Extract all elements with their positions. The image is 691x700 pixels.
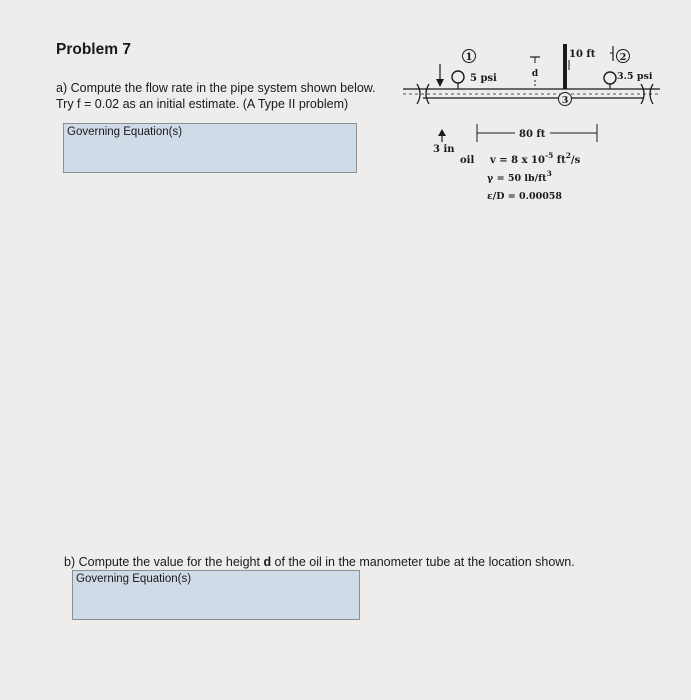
diameter-label: 3 in — [433, 144, 455, 155]
relative-roughness-label: ε/D = 0.00058 — [487, 191, 563, 202]
problem-title: Problem 7 — [56, 41, 131, 58]
viscosity-label: v = 8 x $10^{-5}$ $ft^2/s$ — [490, 151, 581, 166]
part-b-variable: d — [263, 555, 272, 569]
diameter-arrow — [438, 129, 446, 142]
part-a-line-1: a) Compute the flow rate in the pipe system shown below. — [56, 81, 376, 95]
length-right-label: 10 ft — [569, 49, 596, 60]
part-a-statement — [56, 80, 376, 112]
fluid-label: oil — [460, 155, 475, 166]
point-2-label: 2 — [619, 52, 627, 63]
gauge-1-pressure: 5 psi — [470, 73, 497, 84]
part-b-box-label: Governing Equation(s) — [76, 573, 192, 585]
part-b-suffix: of the oil in the manometer tube at the location shown. — [271, 555, 575, 569]
gauge-2-pressure: 3.5 psi — [617, 71, 653, 82]
pipe — [403, 84, 660, 104]
part-a-line-2: Try f = 0.02 as an initial estimate. (A Type II problem) — [56, 97, 349, 111]
pipe-length-label: 80 ft — [519, 129, 546, 140]
specific-weight-label: γ = 50 $lb/ft^3$ — [487, 169, 552, 184]
point-3-label: 3 — [561, 95, 569, 106]
part-a-box-label: Governing Equation(s) — [67, 126, 183, 138]
part-a-governing-equations-field[interactable] — [63, 123, 357, 173]
part-b-prefix: b) Compute the value for the height — [64, 555, 264, 569]
pressure-gauge-1 — [436, 64, 464, 89]
part-b-governing-equations-field[interactable] — [72, 570, 360, 620]
part-b-statement — [64, 555, 575, 569]
point-1-label: 1 — [465, 52, 473, 63]
pipe-system-diagram — [395, 36, 675, 206]
manometer-height-label: d — [531, 69, 539, 79]
pressure-gauge-2 — [604, 72, 616, 89]
piezometer-tube — [563, 44, 567, 89]
